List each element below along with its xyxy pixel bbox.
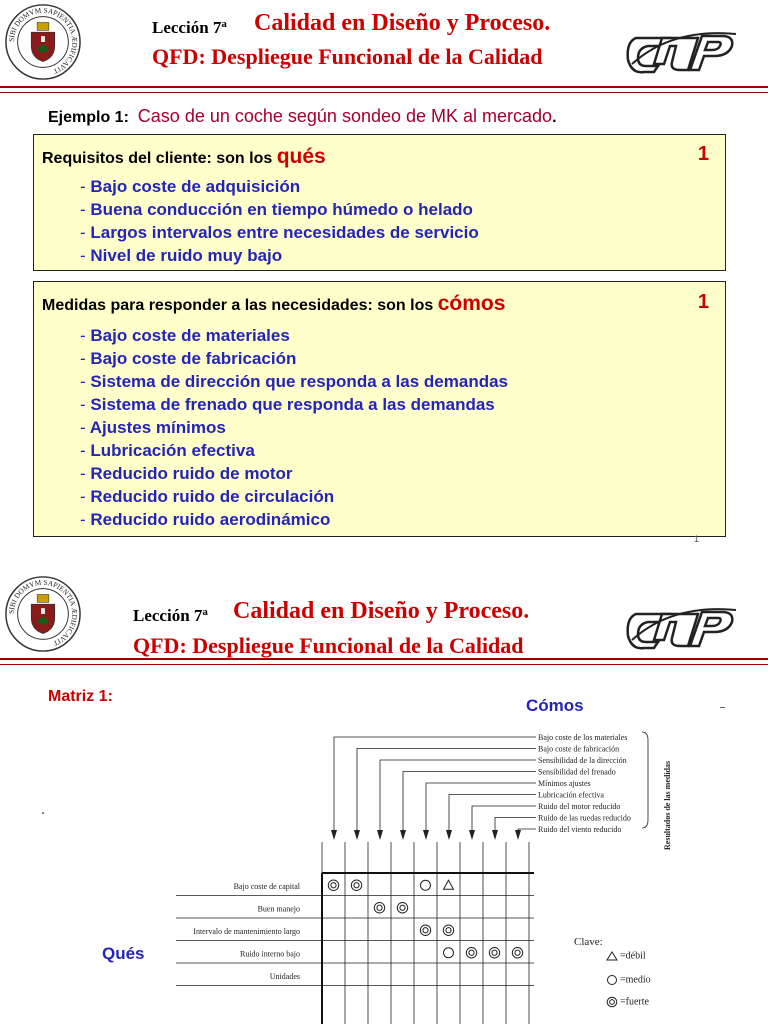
strong-relation-inner-icon: [377, 905, 382, 910]
legend-title: Clave:: [574, 936, 603, 948]
comos-item: - Ajustes mínimos: [80, 418, 226, 437]
arrow-icon: [400, 830, 406, 840]
medium-relation-icon: [421, 880, 431, 890]
example-heading: Ejemplo 1: Caso de un coche según sondeo de MK al mercado.: [48, 106, 557, 126]
slide-title: Calidad en Diseño y Proceso.: [233, 598, 530, 624]
svg-text:SIBI DOMVM SAPIENTIA ÆDIFICAVI: SIBI DOMVM SAPIENTIA ÆDIFICAVIT: [6, 5, 80, 77]
ques-item: - Nivel de ruido muy bajo: [80, 246, 283, 265]
legend-weak: =débil: [606, 950, 646, 962]
comos-item: - Lubricación efectiva: [80, 441, 255, 460]
medium-relation-icon: [444, 948, 454, 958]
slide2-header: [0, 572, 768, 658]
column-label: Lubricación efectiva: [538, 790, 604, 800]
strong-relation-icon: [489, 948, 499, 958]
row-label: Unidades: [269, 972, 300, 981]
arrow-icon: [423, 830, 429, 840]
comos-label: Cómos: [526, 696, 584, 715]
weak-relation-icon: [444, 880, 454, 889]
row-label: Ruido interno bajo: [240, 949, 300, 959]
strong-relation-icon: [351, 880, 361, 890]
comos-box-heading: Medidas para responder a las necesidades: son los cómos: [42, 292, 506, 315]
comos-item: - Bajo coste de materiales: [80, 326, 290, 345]
header-rule-thin: [0, 664, 768, 665]
connector-line: [472, 806, 536, 832]
strong-relation-icon: [397, 903, 407, 913]
university-seal-logo: [4, 3, 82, 81]
slide1-header: [0, 0, 768, 86]
strong-relation-inner-icon: [446, 928, 451, 933]
header-rule: [0, 658, 768, 660]
row-label: Bajo coste de capital: [233, 882, 300, 891]
column-label: Sensibilidad de la dirección: [538, 756, 627, 765]
header-rule: [0, 86, 768, 88]
comos-item: - Reducido ruido aerodinámico: [80, 510, 331, 529]
strong-relation-inner-icon: [515, 950, 520, 955]
strong-relation-icon: [374, 903, 384, 913]
column-label: Bajo coste de los materiales: [538, 733, 628, 742]
stray-dash: [720, 707, 725, 708]
university-seal-logo: [4, 575, 82, 653]
connector-line: [357, 749, 536, 833]
strong-relation-icon: [466, 948, 476, 958]
strong-relation-inner-icon: [469, 950, 474, 955]
arrow-icon: [446, 830, 452, 840]
column-label: Ruido de las ruedas reducido: [538, 813, 631, 823]
comos-item: - Sistema de dirección que responda a las demandas: [80, 372, 509, 391]
legend-strong: =fuerte: [606, 996, 649, 1008]
arrow-icon: [469, 830, 475, 840]
column-label: Sensibilidad del frenado: [538, 767, 616, 777]
column-label: Mínimos ajustes: [538, 779, 591, 788]
qfd-matrix: [170, 720, 670, 1024]
row-label: Buen manejo: [257, 904, 300, 914]
strong-relation-inner-icon: [492, 950, 497, 955]
stray-dot: [42, 812, 44, 814]
arrow-icon: [377, 830, 383, 840]
comos-item: - Reducido ruido de motor: [80, 464, 293, 483]
slide-subtitle: QFD: Despliegue Funcional de la Calidad: [133, 633, 524, 658]
page-number: 1: [694, 534, 700, 544]
comos-item: - Bajo coste de fabricación: [80, 349, 297, 368]
header-rule-thin: [0, 92, 768, 93]
lesson-label: Lección 7$^a$: [133, 606, 208, 625]
arrow-icon: [492, 830, 498, 840]
row-label: Intervalo de mantenimiento largo: [193, 927, 300, 936]
connector-line: [449, 795, 536, 833]
strong-relation-inner-icon: [423, 928, 428, 933]
ques-item: - Bajo coste de adquisición: [80, 177, 301, 196]
bracket-label: Resultados de las medidas: [663, 760, 672, 850]
connector-line: [495, 818, 536, 833]
comos-item: - Sistema de frenado que responda a las demandas: [80, 395, 495, 414]
lesson-label: Lección 7$^a$: [152, 18, 227, 37]
strong-relation-icon: [512, 948, 522, 958]
comos-box: [33, 281, 726, 537]
strong-relation-inner-icon: [400, 905, 405, 910]
arrow-icon: [354, 830, 360, 840]
matrix-heading: Matriz 1:: [48, 688, 113, 705]
ques-item: - Largos intervalos entre necesidades de servicio: [80, 223, 479, 242]
bracket-line: [642, 732, 648, 828]
connector-line: [403, 772, 536, 833]
legend-medium: =medio: [606, 974, 651, 986]
comos-item: - Reducido ruido de circulación: [80, 487, 335, 506]
cup-logo: [622, 24, 740, 80]
strong-relation-icon: [420, 925, 430, 935]
arrow-icon: [331, 830, 337, 840]
column-label: Ruido del motor reducido: [538, 802, 621, 811]
strong-relation-icon: [328, 880, 338, 890]
slide-subtitle: QFD: Despliegue Funcional de la Calidad: [152, 44, 543, 69]
column-label: Bajo coste de fabricación: [538, 744, 620, 754]
strong-relation-inner-icon: [354, 883, 359, 888]
ques-item: - Buena conducción en tiempo húmedo o helado: [80, 200, 473, 219]
triangle-icon: [606, 950, 618, 962]
ques-label: Qués: [102, 944, 145, 963]
column-label: Ruido del viento reducido: [538, 825, 622, 834]
svg-text:SIBI DOMVM SAPIENTIA ÆDIFICAVI: SIBI DOMVM SAPIENTIA ÆDIFICAVIT: [6, 577, 80, 649]
slide-title: Calidad en Diseño y Proceso.: [254, 10, 551, 36]
cup-logo: [622, 600, 740, 656]
ques-box: [33, 134, 726, 271]
strong-relation-icon: [443, 925, 453, 935]
double-circle-icon: [606, 996, 618, 1008]
ques-box-heading: Requisitos del cliente: son los qués: [42, 145, 326, 168]
connector-line: [426, 783, 536, 832]
comos-box-number: 1: [697, 291, 709, 313]
arrow-icon: [515, 830, 521, 840]
strong-relation-inner-icon: [331, 883, 336, 888]
circle-icon: [606, 974, 618, 986]
ques-box-number: 1: [697, 143, 709, 165]
